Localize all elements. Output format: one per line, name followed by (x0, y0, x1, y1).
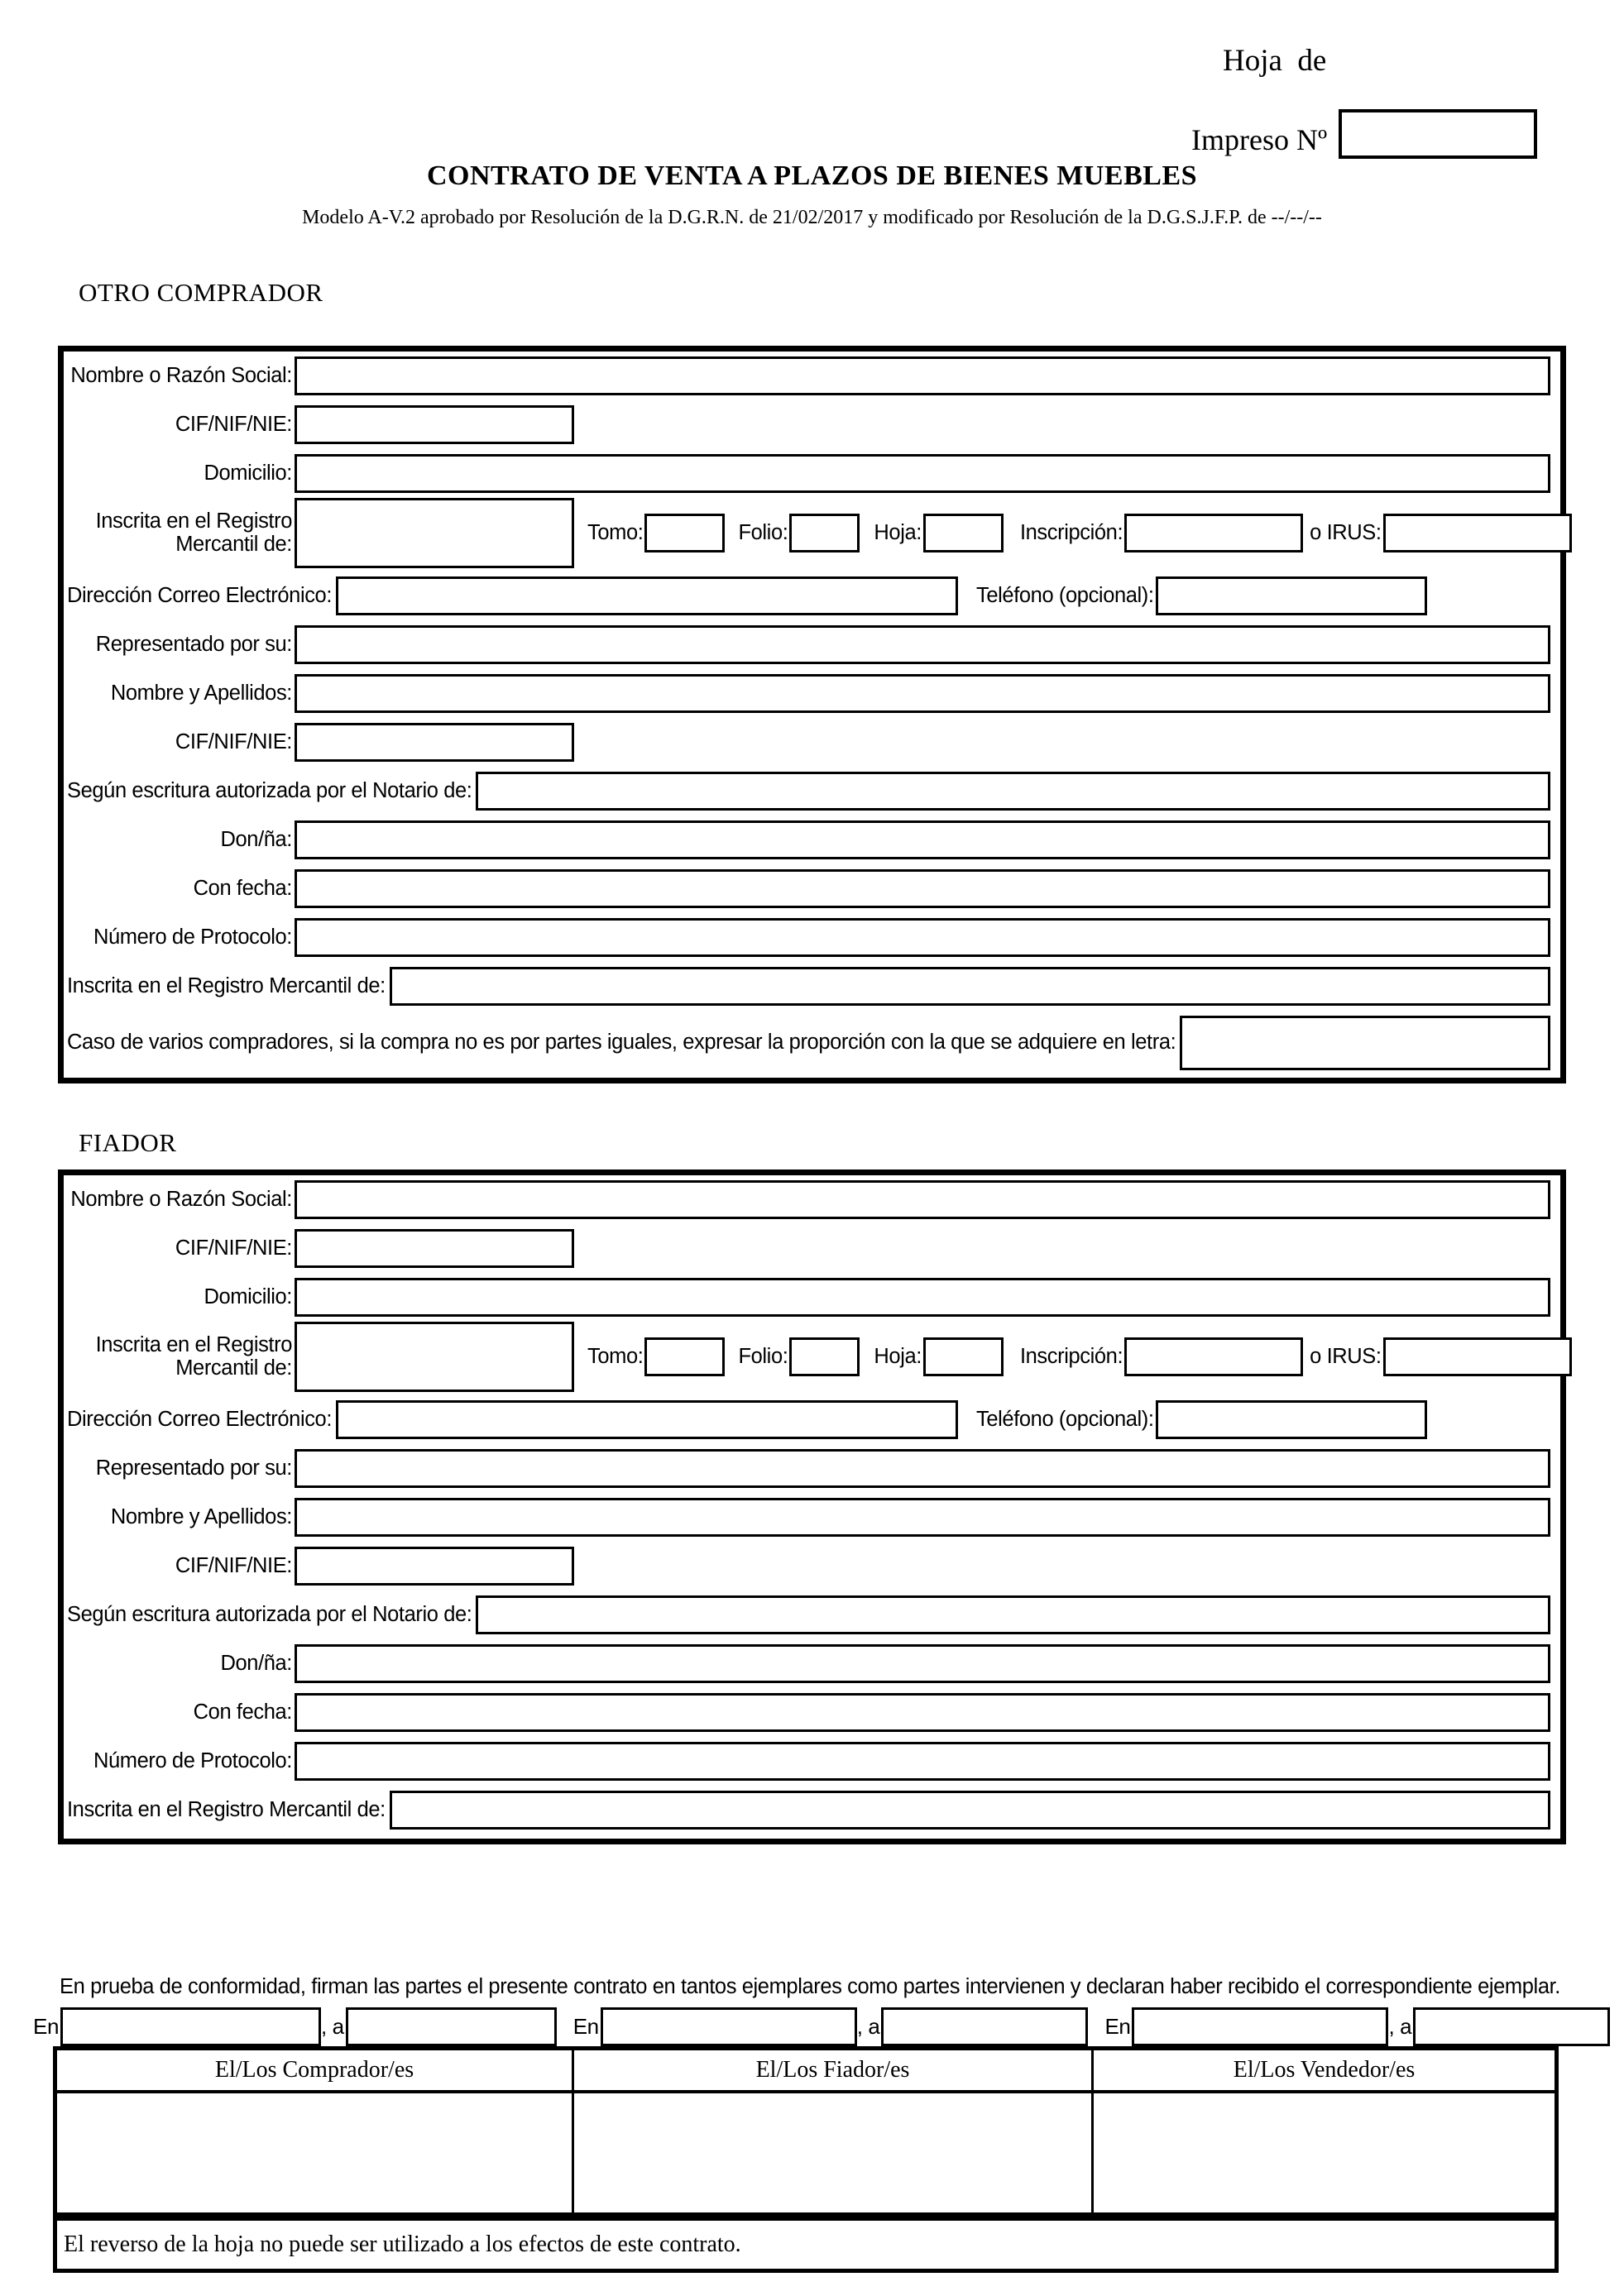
signature-table-header (57, 2050, 1555, 2093)
field-label-hoja: Hoja: (874, 521, 922, 544)
fiador-folio-input[interactable] (789, 1337, 860, 1376)
section-heading-otro-comprador: OTRO COMPRADOR (79, 278, 323, 307)
comprador-protocolo-input[interactable] (295, 918, 1550, 957)
row-caso-varios (67, 1016, 1550, 1070)
comprador-notario-input[interactable] (476, 772, 1550, 811)
comprador-cif-representante-input[interactable] (295, 723, 574, 762)
field-label-registro-mercantil-2: Inscrita en el Registro Mercantil de: (67, 1797, 386, 1821)
field-label-caso-varios: Caso de varios compradores, si la compra no es por partes iguales, expresar la proporción con la que se adquiere en letra: (67, 1031, 1176, 1055)
field-label-email: Dirección Correo Electrónico: (67, 583, 333, 607)
fiador-inscripcion-input[interactable] (1124, 1337, 1303, 1376)
row-registro-mercantil-2 (67, 967, 1550, 1006)
row-nombre-razon-social (67, 356, 1550, 395)
comprador-telefono-input[interactable] (1156, 576, 1427, 615)
field-label-inscripcion: Inscripción: (1019, 1345, 1123, 1368)
section-heading-fiador: FIADOR (79, 1128, 177, 1157)
row-domicilio (67, 1278, 1550, 1317)
field-label-protocolo: Número de Protocolo: (93, 925, 292, 949)
row-representado-por (67, 625, 1550, 664)
field-label-domicilio: Domicilio: (204, 461, 292, 485)
fiador-tomo-input[interactable] (644, 1337, 725, 1376)
field-label-nombre-apellidos: Nombre y Apellidos: (110, 1504, 292, 1528)
fiador-con-fecha-input[interactable] (295, 1693, 1550, 1732)
fiador-cif-input[interactable] (295, 1229, 574, 1268)
field-label-domicilio: Domicilio: (204, 1284, 292, 1308)
field-label-nombre-razon-social: Nombre o Razón Social: (70, 363, 292, 387)
fiador-irus-input[interactable] (1383, 1337, 1572, 1376)
field-label-email: Dirección Correo Electrónico: (67, 1407, 333, 1431)
field-label-telefono: Teléfono (opcional): (976, 584, 1154, 607)
comprador-cif-input[interactable] (295, 405, 574, 444)
comprador-representado-por-input[interactable] (295, 625, 1550, 664)
row-nombre-apellidos (67, 674, 1550, 713)
comprador-nombre-razon-social-input[interactable] (295, 356, 1550, 395)
signature-table-body (57, 2093, 1555, 2212)
row-notario (67, 1595, 1550, 1634)
row-nombre-apellidos (67, 1498, 1550, 1537)
field-label-registro-mercantil-2: Inscrita en el Registro Mercantil de: (67, 973, 386, 997)
row-protocolo (67, 918, 1550, 957)
field-label-cif-representante: CIF/NIF/NIE: (175, 1553, 292, 1577)
row-email-telefono (67, 576, 1550, 615)
field-label-protocolo: Número de Protocolo: (93, 1748, 292, 1772)
signature-header-vendedores: El/Los Vendedor/es (1094, 2050, 1555, 2093)
comprador-registro-mercantil-2-input[interactable] (390, 967, 1550, 1006)
row-cif-representante (67, 723, 1550, 762)
signature-table (53, 2046, 1559, 2217)
field-label-cif-representante: CIF/NIF/NIE: (175, 729, 292, 753)
field-label-tomo: Tomo: (587, 1345, 644, 1368)
a-label-1: , a (321, 2014, 344, 2039)
comprador-caso-varios-input[interactable] (1180, 1016, 1550, 1070)
impreso-label: Impreso Nº (1191, 123, 1328, 156)
row-cif (67, 405, 1550, 444)
fiador-telefono-input[interactable] (1156, 1400, 1427, 1439)
row-registro-mercantil-2 (67, 1791, 1550, 1830)
comprador-don-input[interactable] (295, 820, 1550, 859)
row-domicilio (67, 454, 1550, 493)
row-nombre-razon-social (67, 1180, 1550, 1219)
en-label-2: En (572, 2014, 599, 2039)
field-label-hoja: Hoja: (874, 1345, 922, 1368)
row-con-fecha (67, 1693, 1550, 1732)
impreso-number-input[interactable] (1339, 109, 1537, 159)
field-label-registro-mercantil: Inscrita en el Registro Mercantil de: (95, 509, 292, 556)
field-label-representado-por: Representado por su: (95, 632, 292, 656)
comprador-tomo-input[interactable] (644, 514, 725, 552)
comprador-email-input[interactable] (336, 576, 958, 615)
fiador-representado-por-input[interactable] (295, 1449, 1550, 1488)
field-label-don: Don/ña: (220, 827, 292, 851)
field-label-telefono: Teléfono (opcional): (976, 1408, 1154, 1431)
row-cif-representante (67, 1547, 1550, 1586)
field-label-representado-por: Representado por su: (95, 1456, 292, 1480)
field-label-don: Don/ña: (220, 1651, 292, 1675)
conformidad-statement: En prueba de conformidad, firman las partes el presente contrato en tantos ejemplares como partes intervienen y declaran haber recibido el correspondiente ejemplar. (60, 1975, 1560, 1998)
field-label-con-fecha: Con fecha: (193, 1700, 292, 1724)
field-label-folio: Folio: (738, 1345, 788, 1368)
place-date-row (33, 2007, 1610, 2046)
row-protocolo (67, 1742, 1550, 1781)
signature-area-compradores[interactable] (57, 2093, 574, 2212)
field-label-inscripcion: Inscripción: (1019, 521, 1123, 544)
impreso-row (1191, 109, 1537, 159)
date-input-3[interactable] (1413, 2007, 1610, 2046)
fiador-email-input[interactable] (336, 1400, 958, 1439)
comprador-domicilio-input[interactable] (295, 454, 1550, 493)
comprador-inscripcion-input[interactable] (1124, 514, 1303, 552)
en-label-3: En (1104, 2014, 1131, 2039)
row-registro-mercantil (67, 498, 1550, 568)
date-input-1[interactable] (346, 2007, 557, 2046)
field-label-o-irus: o IRUS: (1310, 1345, 1382, 1368)
row-representado-por (67, 1449, 1550, 1488)
row-notario (67, 772, 1550, 811)
fiador-cif-representante-input[interactable] (295, 1547, 574, 1586)
fiador-nombre-razon-social-input[interactable] (295, 1180, 1550, 1219)
fiador-hoja-input[interactable] (923, 1337, 1004, 1376)
row-cif (67, 1229, 1550, 1268)
a-label-2: , a (856, 2014, 880, 2039)
fiador-box (58, 1170, 1566, 1844)
field-label-tomo: Tomo: (587, 521, 644, 544)
field-label-folio: Folio: (738, 521, 788, 544)
row-don (67, 1644, 1550, 1683)
place-input-3[interactable] (1132, 2007, 1388, 2046)
field-label-registro-mercantil: Inscrita en el Registro Mercantil de: (95, 1332, 292, 1380)
signature-area-vendedores[interactable] (1094, 2093, 1555, 2212)
fiador-domicilio-input[interactable] (295, 1278, 1550, 1317)
page-title: CONTRATO DE VENTA A PLAZOS DE BIENES MUEBLES (426, 160, 1198, 191)
comprador-irus-input[interactable] (1383, 514, 1572, 552)
signature-area-fiadores[interactable] (574, 2093, 1094, 2212)
comprador-hoja-input[interactable] (923, 514, 1004, 552)
place-input-1[interactable] (60, 2007, 321, 2046)
field-label-notario: Según escritura autorizada por el Notario de: (67, 778, 472, 802)
field-label-con-fecha: Con fecha: (193, 876, 292, 900)
row-con-fecha (67, 869, 1550, 908)
fiador-registro-mercantil-2-input[interactable] (390, 1791, 1550, 1830)
comprador-folio-input[interactable] (789, 514, 860, 552)
field-label-nombre-apellidos: Nombre y Apellidos: (110, 681, 292, 705)
fiador-protocolo-input[interactable] (295, 1742, 1550, 1781)
signature-header-compradores: El/Los Comprador/es (57, 2050, 574, 2093)
fiador-registro-mercantil-input[interactable] (295, 1322, 574, 1392)
field-label-notario: Según escritura autorizada por el Notario de: (67, 1602, 472, 1626)
reverse-note-text: El reverso de la hoja no puede ser utilizado a los efectos de este contrato. (64, 2231, 741, 2257)
row-registro-mercantil (67, 1322, 1550, 1392)
date-input-2[interactable] (881, 2007, 1088, 2046)
field-label-nombre-razon-social: Nombre o Razón Social: (70, 1187, 292, 1211)
page-subtitle: Modelo A-V.2 aprobado por Resolución de la D.G.R.N. de 21/02/2017 y modificado por Resolución de la D.G.S.J.F.P. de --/--/-- (302, 207, 1322, 228)
a-label-3: , a (1388, 2014, 1412, 2039)
fiador-nombre-apellidos-input[interactable] (295, 1498, 1550, 1537)
reverse-note-box (53, 2217, 1559, 2273)
comprador-nombre-apellidos-input[interactable] (295, 674, 1550, 713)
row-email-telefono (67, 1400, 1550, 1439)
place-input-2[interactable] (601, 2007, 857, 2046)
field-label-o-irus: o IRUS: (1310, 521, 1382, 544)
fiador-notario-input[interactable] (476, 1595, 1550, 1634)
fiador-don-input[interactable] (295, 1644, 1550, 1683)
comprador-registro-mercantil-input[interactable] (295, 498, 574, 568)
hoja-de-label: Hoja de (1223, 44, 1327, 78)
signature-header-fiadores: El/Los Fiador/es (574, 2050, 1094, 2093)
comprador-con-fecha-input[interactable] (295, 869, 1550, 908)
field-label-cif: CIF/NIF/NIE: (175, 412, 292, 436)
row-don (67, 820, 1550, 859)
otro-comprador-box (58, 346, 1566, 1083)
field-label-cif: CIF/NIF/NIE: (175, 1236, 292, 1260)
en-label-1: En (33, 2014, 60, 2039)
